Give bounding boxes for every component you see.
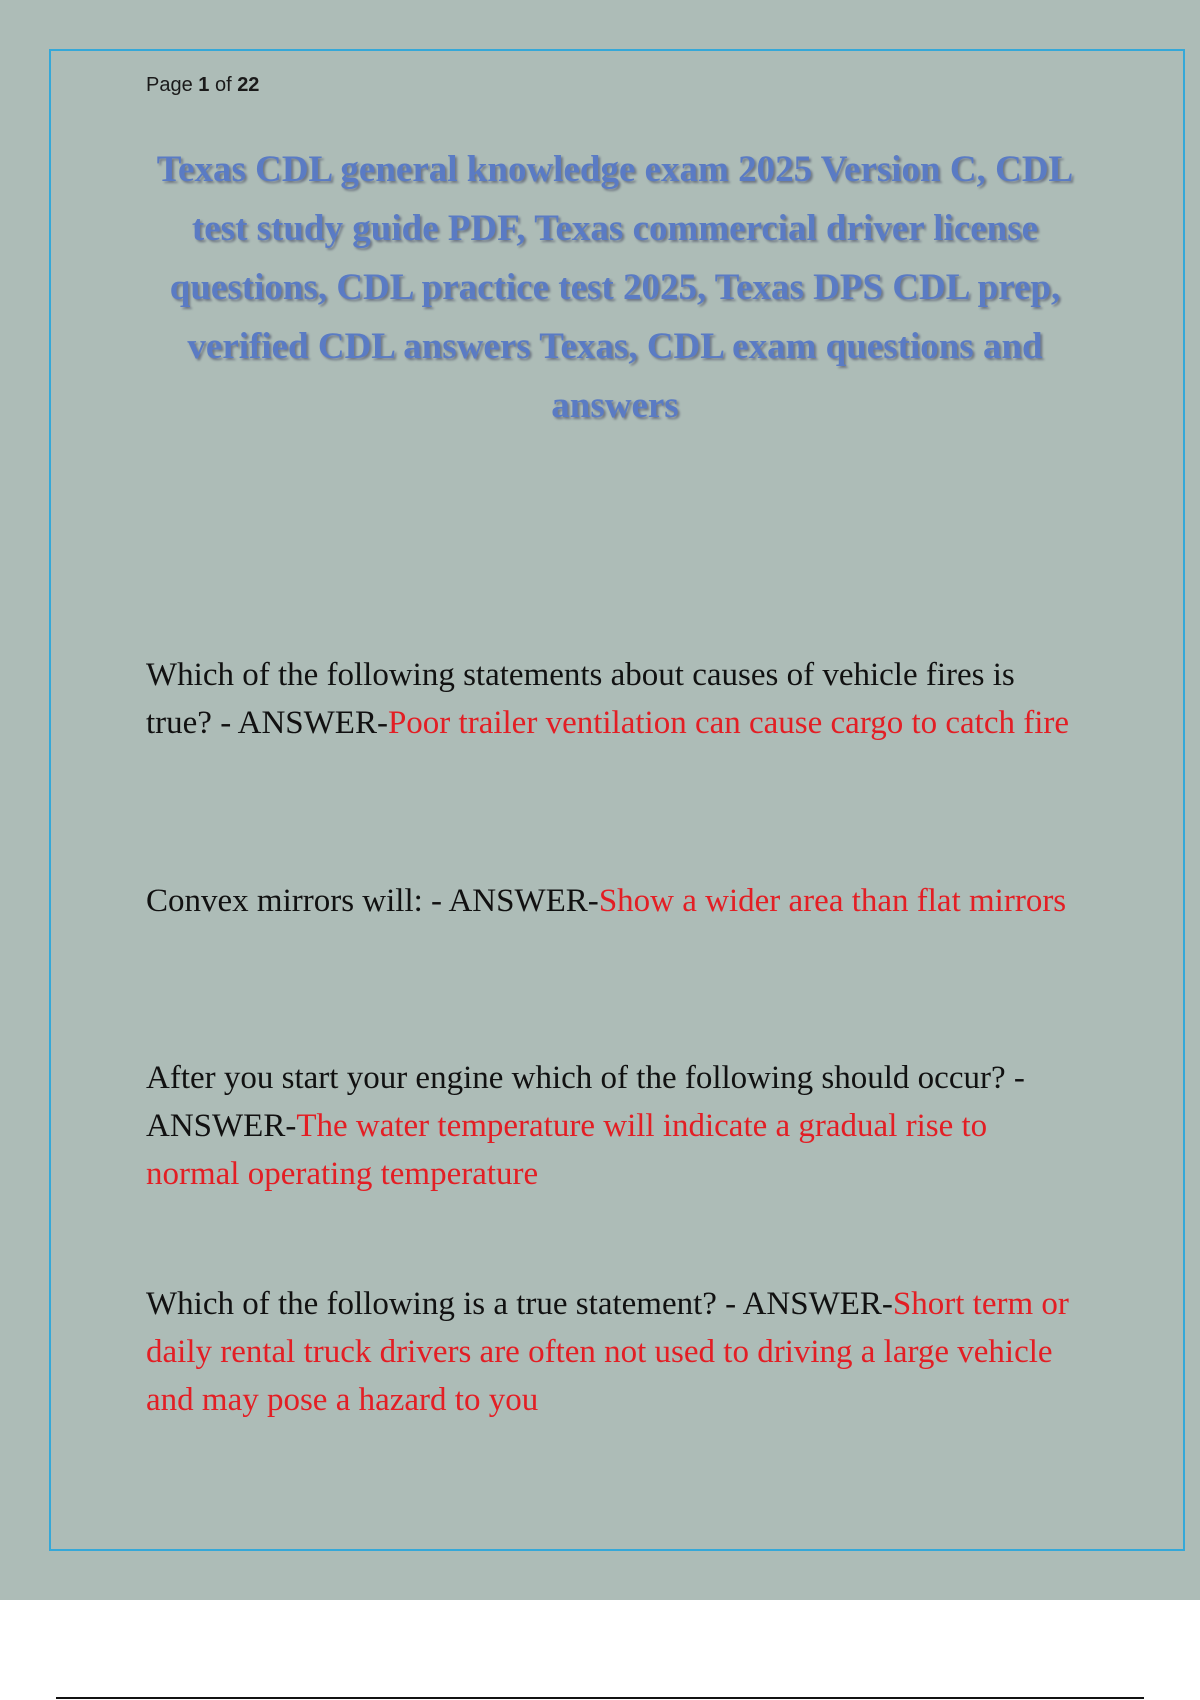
total-pages-number: 22 bbox=[237, 74, 260, 96]
answer-text: Show a wider area than flat mirrors bbox=[598, 883, 1067, 919]
qa-item bbox=[146, 651, 1076, 747]
current-page-number: 1 bbox=[198, 74, 210, 96]
page-label: Page bbox=[146, 74, 199, 96]
page-of-label: of bbox=[209, 74, 238, 96]
page-counter bbox=[146, 74, 259, 97]
answer-text: The water temperature will indicate a gradual rise to normal operating temperature bbox=[146, 1108, 988, 1192]
question-text: After you start your engine which of the following should occur? - ANSWER- bbox=[146, 1060, 1025, 1144]
footer-divider bbox=[56, 1697, 1144, 1699]
qa-item bbox=[146, 1054, 1076, 1198]
document-title: Texas CDL general knowledge exam 2025 Version C, CDL test study guide PDF, Texas commercial driver license questions, CDL practice test 2025, Texas DPS CDL prep, verified CDL answers Texas, CDL exam questions and answers bbox=[156, 149, 1074, 426]
answer-text: Poor trailer ventilation can cause cargo to catch fire bbox=[387, 705, 1070, 741]
question-text: Which of the following is a true statement? - ANSWER- bbox=[146, 1286, 893, 1322]
qa-item bbox=[146, 877, 1076, 925]
qa-item bbox=[146, 1280, 1076, 1424]
answer-text: Short term or daily rental truck drivers are often not used to driving a large vehicle and may pose a hazard to you bbox=[146, 1286, 1069, 1418]
question-text: Convex mirrors will: - ANSWER- bbox=[146, 883, 599, 919]
question-text: Which of the following statements about causes of vehicle fires is true? - ANSWER- bbox=[146, 657, 1015, 741]
